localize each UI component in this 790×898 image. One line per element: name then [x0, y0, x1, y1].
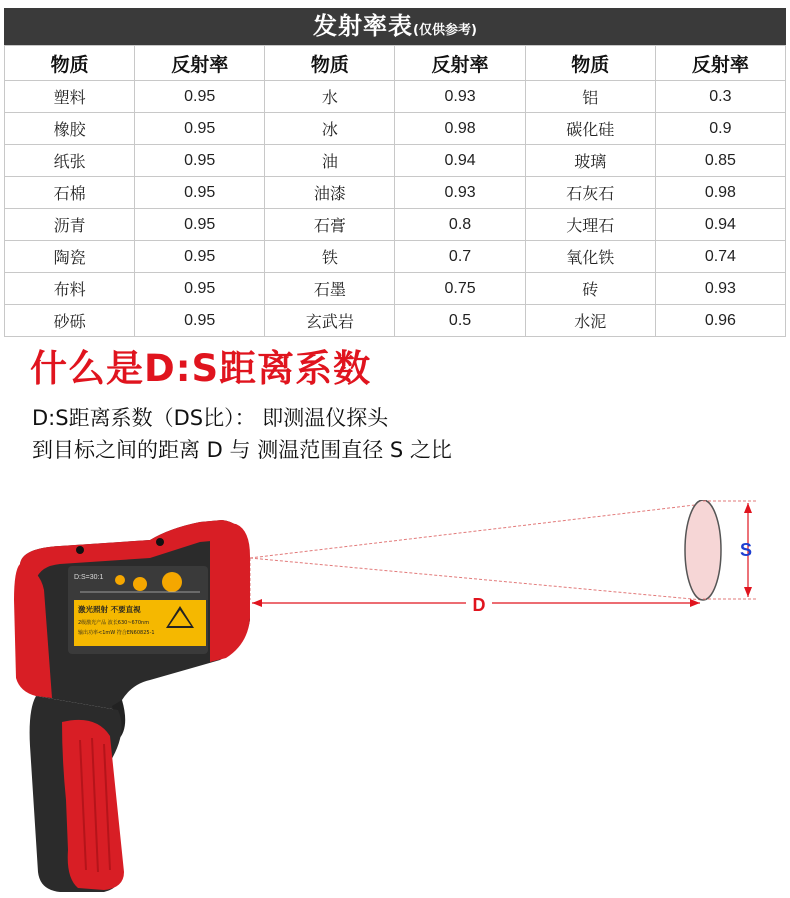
table-row	[5, 273, 786, 305]
emissivity-cell: 0.3	[655, 81, 785, 113]
thermometer-device	[14, 520, 250, 892]
emissivity-cell: 0.95	[135, 273, 265, 305]
ds-description-line-1: D:S距离系数（DS比）： 即测温仪探头	[32, 406, 389, 430]
emissivity-cell: 0.93	[395, 177, 525, 209]
emissivity-cell: 0.95	[135, 113, 265, 145]
material-cell: 铁	[265, 241, 395, 273]
warning-text-1: 2级激光产品 波长630~670nm	[78, 620, 150, 626]
emissivity-cell: 0.7	[395, 241, 525, 273]
table-row	[5, 81, 786, 113]
emissivity-table-section	[4, 8, 786, 337]
ds-heading: 什么是D:S距离系数	[30, 347, 372, 390]
ds-description-line-2: 到目标之间的距离 D 与 测温范围直径 S 之比	[32, 438, 452, 462]
emissivity-cell: 0.95	[135, 241, 265, 273]
material-cell: 砂砾	[5, 305, 135, 337]
table-header-cell: 反射率	[655, 46, 785, 81]
emissivity-cell: 0.95	[135, 177, 265, 209]
emissivity-cell: 0.5	[395, 305, 525, 337]
table-header-cell: 物质	[525, 46, 655, 81]
emissivity-cell: 0.93	[655, 273, 785, 305]
table-header-cell: 反射率	[395, 46, 525, 81]
warning-title: 激光照射 不要直视	[78, 605, 141, 614]
table-body	[5, 81, 786, 337]
material-cell: 油漆	[265, 177, 395, 209]
table-row	[5, 209, 786, 241]
table-row	[5, 177, 786, 209]
emissivity-cell: 0.95	[135, 145, 265, 177]
thermometer-illustration	[0, 500, 790, 898]
material-cell: 纸张	[5, 145, 135, 177]
table-title: 发射率表	[313, 12, 414, 40]
device-ratio-label: D:S=30:1	[74, 574, 104, 581]
target-spot	[685, 500, 721, 600]
material-cell: 石膏	[265, 209, 395, 241]
material-cell: 橡胶	[5, 113, 135, 145]
material-cell: 石棉	[5, 177, 135, 209]
emissivity-cell: 0.95	[135, 305, 265, 337]
emissivity-cell: 0.9	[655, 113, 785, 145]
material-cell: 大理石	[525, 209, 655, 241]
beam-cone	[250, 504, 703, 600]
emissivity-cell: 0.74	[655, 241, 785, 273]
material-cell: 砖	[525, 273, 655, 305]
table-row	[5, 305, 786, 337]
emissivity-cell: 0.75	[395, 273, 525, 305]
table-header-cell: 反射率	[135, 46, 265, 81]
table-header-row	[5, 46, 786, 81]
material-cell: 铝	[525, 81, 655, 113]
emissivity-table	[4, 45, 786, 337]
emissivity-cell: 0.98	[395, 113, 525, 145]
material-cell: 水泥	[525, 305, 655, 337]
warning-text-2: 输出功率<1mW 符合EN60825-1	[78, 630, 155, 636]
material-cell: 玻璃	[525, 145, 655, 177]
emissivity-cell: 0.85	[655, 145, 785, 177]
material-cell: 塑料	[5, 81, 135, 113]
spot-label: S	[739, 540, 753, 560]
emissivity-cell: 0.94	[655, 209, 785, 241]
table-title-bar	[4, 8, 786, 45]
table-subtitle: (仅供参考)	[413, 23, 477, 38]
distance-label: D	[472, 595, 486, 615]
emissivity-cell: 0.95	[135, 209, 265, 241]
table-header-cell: 物质	[265, 46, 395, 81]
material-cell: 油	[265, 145, 395, 177]
emissivity-cell: 0.93	[395, 81, 525, 113]
emissivity-cell: 0.95	[135, 81, 265, 113]
material-cell: 水	[265, 81, 395, 113]
material-cell: 碳化硅	[525, 113, 655, 145]
material-cell: 氧化铁	[525, 241, 655, 273]
material-cell: 石墨	[265, 273, 395, 305]
material-cell: 石灰石	[525, 177, 655, 209]
material-cell: 玄武岩	[265, 305, 395, 337]
table-row	[5, 145, 786, 177]
table-row	[5, 113, 786, 145]
emissivity-cell: 0.98	[655, 177, 785, 209]
table-row	[5, 241, 786, 273]
emissivity-cell: 0.8	[395, 209, 525, 241]
material-cell: 陶瓷	[5, 241, 135, 273]
emissivity-cell: 0.96	[655, 305, 785, 337]
emissivity-cell: 0.94	[395, 145, 525, 177]
table-header-cell: 物质	[5, 46, 135, 81]
material-cell: 沥青	[5, 209, 135, 241]
material-cell: 布料	[5, 273, 135, 305]
material-cell: 冰	[265, 113, 395, 145]
